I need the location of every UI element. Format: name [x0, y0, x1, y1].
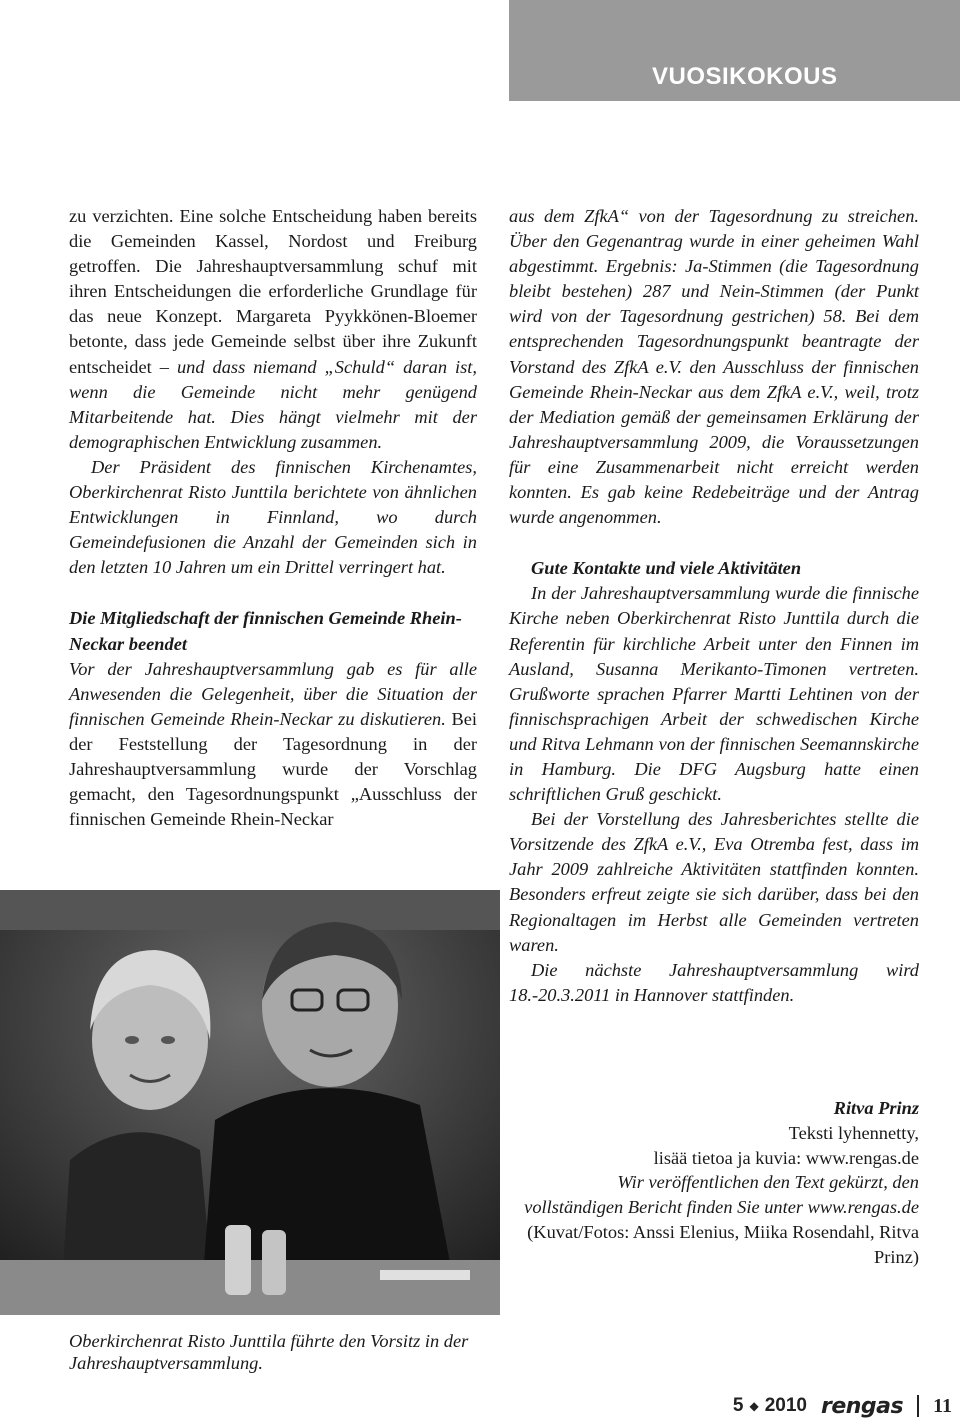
issue-year: 2010	[764, 1395, 807, 1416]
page-number: 11	[933, 1394, 952, 1417]
author-name: Ritva Prinz	[833, 1098, 919, 1118]
credits-line: Wir veröffentlichen den Text gekürzt, den vollständigen Bericht finden Sie unter www.rengas.de	[524, 1172, 919, 1218]
section-heading-membership: Die Mitgliedschaft der finnischen Gemeinde Rhein-Neckar beendet	[69, 608, 462, 654]
diamond-icon: ◆	[749, 1399, 759, 1413]
credits-line: lisää tietoa ja kuvia: www.rengas.de	[653, 1147, 919, 1168]
text-run: –	[151, 356, 177, 377]
text-run: zu verzichten. Eine solche Entscheidung haben bereits die Gemeinden Kassel, Nordost und Freiburg getroffen. Die Jahreshauptversammlung schuf mit ihren Entscheidungen die erforderliche Grundlage für das neue Konzept. Margareta Pyykkönen-Bloemer betonte, dass jede Gemeinde selbst über ihre Zukunft entscheidet	[69, 206, 477, 377]
left-paragraph-1	[69, 204, 477, 455]
section-title: VUOSIKOKOUS	[652, 63, 838, 90]
footer-divider	[917, 1395, 919, 1417]
right-paragraph-2: In der Jahreshauptversammlung wurde die finnische Kirche neben Oberkirchenrat Risto Junttila durch die Referentin für kirchliche Arbeit unter den Finnen im Ausland, Susanna Merikanto-Timonen vertreten. Grußworte sprachen Pfarrer Martti Lehtinen von der finnischsprachigen Arbeit der schwedischen Kirche und Ritva Lehmann von der finnischen Seemannskirche in Hamburg. Die DFG Augsburg hatte einen schriftlichen Gruß geschickt.	[509, 583, 919, 805]
right-paragraph-4: Die nächste Jahreshauptversammlung wird 18.-20.3.2011 in Hannover stattfinden.	[509, 959, 919, 1005]
right-column	[509, 204, 919, 1008]
right-paragraph-1: aus dem ZfkA“ von der Tagesordnung zu streichen. Über den Gegenantrag wurde in einer geheimen Wahl abgestimmt. Ergebnis: Ja-Stimmen (die Tagesordnung bleibt bestehen) 287 und Nein-Stimmen (der Punkt wird von der Tagesordnung gestrichen) 58. Bei dem entsprechenden Tagesordnungspunkt beantragte der Vorstand des ZfkA e.V. den Ausschluss der finnischen Gemeinde Rhein-Neckar aus dem ZfkA e.V., weil, trotz der Mediation gemäß der gemeinsamen Erklärung der Jahreshauptversammlung 2009, die Voraussetzungen für eine Zusammenarbeit nicht erreicht werden konnten. Es gab keine Redebeiträge und der Antrag wurde angenommen.	[509, 206, 919, 528]
photo-illustration	[0, 890, 500, 1315]
text-run: Vor der Jahreshauptversammlung gab es für alle Anwesenden die Gelegenheit, über die Situation der finnischen Gemeinde Rhein-Neckar zu diskutieren.	[69, 658, 477, 729]
right-paragraph-3: Bei der Vorstellung des Jahresberichtes stellte die Vorsitzende des ZfkA e.V., Eva Otremba fest, dass im Jahr 2009 zahlreiche Aktivitäten stattfinden konnten. Besonders erfreut zeigte sie sich darüber, dass bei den Regionaltagen im Herbst alle Gemeinden vertreten waren.	[509, 809, 919, 955]
text-run: und dass niemand „Schuld“ daran ist, wenn die Gemeinde nicht mehr genügend Mitarbeitende hat. Dies hängt vielmehr mit der demographischen Entwicklung zusammen.	[69, 356, 477, 452]
left-paragraph-2: Der Präsident des finnischen Kirchenamtes, Oberkirchenrat Risto Junttila berichtete von ähnlichen Entwicklungen in Finnland, wo durch Gemeindefusionen die Anzahl der Gemeinden sich in den letzten 10 Jahren um ein Drittel verringert hat.	[69, 456, 477, 578]
issue-number: 5	[732, 1395, 744, 1416]
credits-line: (Kuvat/Fotos: Anssi Elenius, Miika Rosendahl, Ritva Prinz)	[527, 1221, 919, 1267]
section-banner	[509, 0, 960, 101]
text-run: Bei der Feststellung der Tagesordnung in der Jahreshauptversammlung wurde der Vorschlag gemacht, den Tagesordnungspunkt „Ausschluss der finnischen Gemeinde Rhein-Neckar	[69, 708, 477, 830]
credits-block	[519, 1096, 919, 1270]
section-heading-contacts: Gute Kontakte und viele Aktivitäten	[531, 558, 802, 579]
left-paragraph-3	[69, 657, 477, 833]
credits-line: Teksti lyhennetty,	[788, 1122, 919, 1143]
page-footer	[733, 1392, 952, 1420]
magazine-logo: rengas	[820, 1393, 904, 1419]
photo-caption: Oberkirchenrat Risto Junttila führte den Vorsitz in der Jahreshauptversammlung.	[69, 1331, 469, 1373]
left-column	[69, 204, 477, 832]
meeting-photo	[0, 890, 500, 1315]
